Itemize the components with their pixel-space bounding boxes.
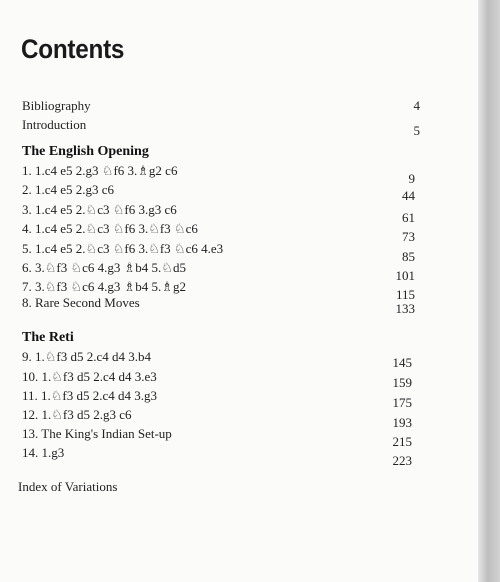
toc-entry[interactable] <box>0 348 412 370</box>
toc-entry-page: 101 <box>395 268 415 283</box>
toc-entry-label: 7. 3.♘f3 ♘c6 4.g3 ♗b4 5.♗g2 <box>22 279 186 294</box>
toc-entry-page: 193 <box>392 415 412 430</box>
toc-entry-page: 215 <box>392 434 412 449</box>
toc-entry-label: 9. 1.♘f3 d5 2.c4 d4 3.b4 <box>22 349 152 364</box>
toc-entry[interactable] <box>0 425 412 449</box>
toc-entry-label: Introduction <box>22 117 87 132</box>
toc-entry[interactable] <box>0 240 415 264</box>
toc-entry[interactable] <box>0 201 415 225</box>
toc-entry-label: 14. 1.g3 <box>22 445 65 460</box>
toc-entry-label: Bibliography <box>22 98 91 113</box>
toc-entry-page: 145 <box>392 355 412 370</box>
toc-entry-label: 4. 1.c4 e5 2.♘c3 ♘f6 3.♘f3 ♘c6 <box>22 221 198 236</box>
toc-entry-page: 44 <box>402 188 415 203</box>
toc-entry-label: 1. 1.c4 e5 2.g3 ♘f6 3.♗g2 c6 <box>22 163 178 178</box>
toc-entry[interactable] <box>0 406 412 430</box>
toc-entry-label: Index of Variations <box>18 479 118 494</box>
toc-entry-label: 6. 3.♘f3 ♘c6 4.g3 ♗b4 5.♘d5 <box>22 260 186 275</box>
toc-entry-page: 175 <box>392 395 412 410</box>
toc-entry-page: 159 <box>392 375 412 390</box>
toc-entry-page: 9 <box>408 171 415 186</box>
toc-entry[interactable] <box>0 259 415 283</box>
toc-entry-label: 13. The King's Indian Set-up <box>22 426 172 441</box>
toc-entry-page: 85 <box>402 249 415 264</box>
toc-entry-page: 115 <box>395 287 415 302</box>
toc-entry-page: 73 <box>402 229 415 244</box>
toc-entry-label: 12. 1.♘f3 d5 2.g3 c6 <box>22 407 132 422</box>
toc-entry-label: 5. 1.c4 e5 2.♘c3 ♘f6 3.♘f3 ♘c6 4.e3 <box>22 241 224 256</box>
toc-entry-bibliography[interactable] <box>0 97 420 115</box>
toc-entry-label: 2. 1.c4 e5 2.g3 c6 <box>22 182 115 197</box>
toc-entry-introduction[interactable] <box>0 116 420 138</box>
toc-entry-page: 61 <box>402 210 415 225</box>
toc-entry-page: 133 <box>395 301 415 316</box>
toc-entry[interactable] <box>0 368 412 390</box>
section-heading-english: The English Opening <box>22 144 149 159</box>
toc-entry-label: 10. 1.♘f3 d5 2.c4 d4 3.e3 <box>22 369 157 384</box>
toc-entry-index[interactable] <box>0 478 118 496</box>
toc-entry-label: 8. Rare Second Moves <box>22 295 140 310</box>
toc-entry[interactable] <box>0 162 415 186</box>
toc-entry[interactable] <box>0 444 412 468</box>
page-title: Contents <box>21 34 125 64</box>
toc-entry-label: 11. 1.♘f3 d5 2.c4 d4 3.g3 <box>22 388 158 403</box>
toc-entry-page: 223 <box>392 453 412 468</box>
toc-entry-label: 3. 1.c4 e5 2.♘c3 ♘f6 3.g3 c6 <box>22 202 177 217</box>
toc-entry[interactable] <box>0 181 415 203</box>
toc-entry[interactable] <box>0 220 415 244</box>
toc-entry-page: 4 <box>413 98 420 113</box>
page-edge <box>478 0 500 582</box>
section-heading-reti: The Reti <box>22 330 74 345</box>
toc-entry-page: 5 <box>413 123 420 138</box>
toc-entry[interactable] <box>0 387 412 410</box>
